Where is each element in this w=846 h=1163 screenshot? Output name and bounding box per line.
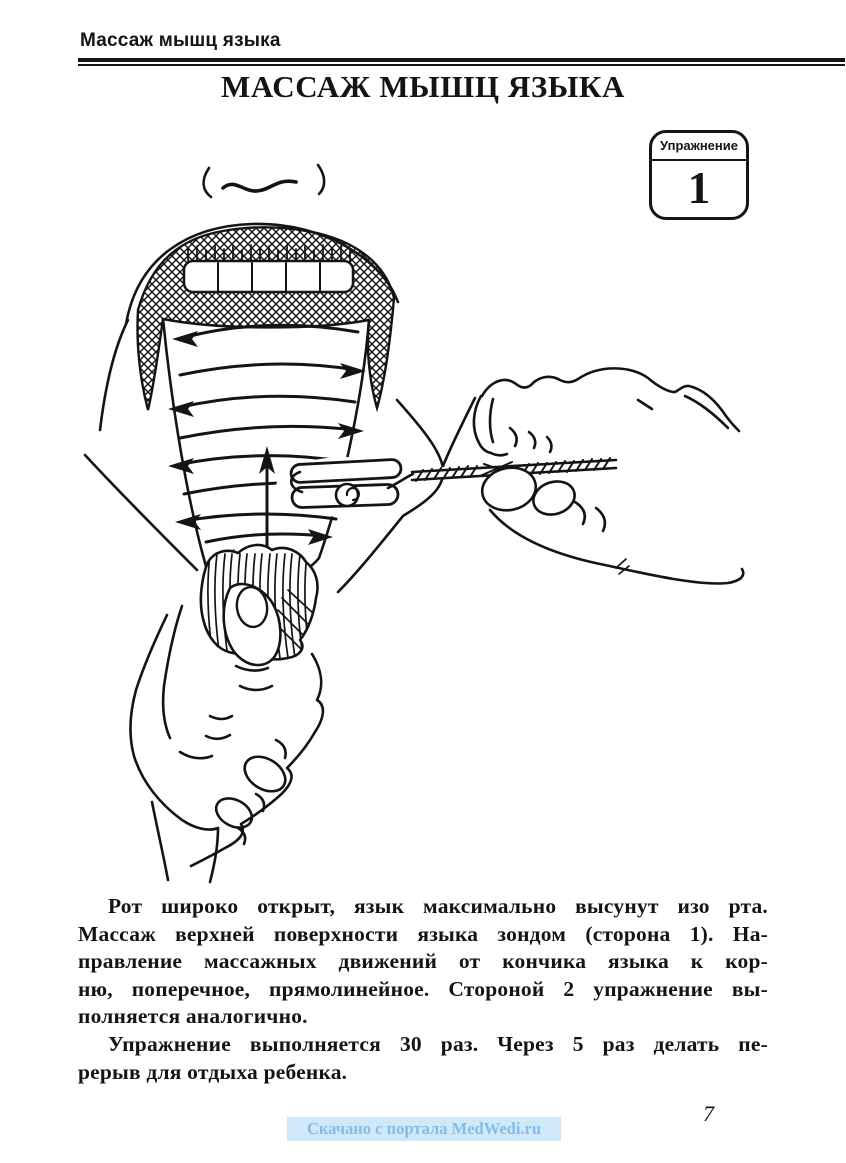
nose — [204, 165, 325, 197]
body-line: полняется аналогично. — [78, 1004, 308, 1029]
body-line: Рот широко открыт, язык максимально высунут изо рта. — [108, 894, 768, 918]
body-line: рерыв для отдыха ребенка. — [78, 1059, 348, 1084]
exercise-badge — [649, 130, 749, 220]
page-number: 7 — [703, 1101, 714, 1126]
body-line: ню, поперечное, прямолинейное. Стороной 2 упражнение вы- — [78, 976, 768, 1001]
body-text — [78, 893, 768, 1086]
exercise-badge-number: 1 — [687, 163, 711, 213]
watermark-banner: Скачано с портала MedWedi.ru — [287, 1117, 561, 1141]
header-rule — [78, 58, 845, 66]
running-head: Массаж мышц языка — [80, 30, 281, 51]
exercise-badge-label: Упражнение — [652, 133, 746, 161]
body-line: правление массажных движений от кончика языка к кор- — [78, 949, 768, 974]
page-title: МАССАЖ МЫШЦ ЯЗЫКА — [221, 69, 625, 104]
body-line: Упражнение выполняется 30 раз. Через 5 раз делать пе- — [108, 1031, 768, 1056]
body-line: Массаж верхней поверхности языка зондом (сторона 1). На- — [78, 921, 768, 946]
tongue-massage-illustration — [60, 128, 800, 890]
right-hand — [474, 368, 743, 583]
